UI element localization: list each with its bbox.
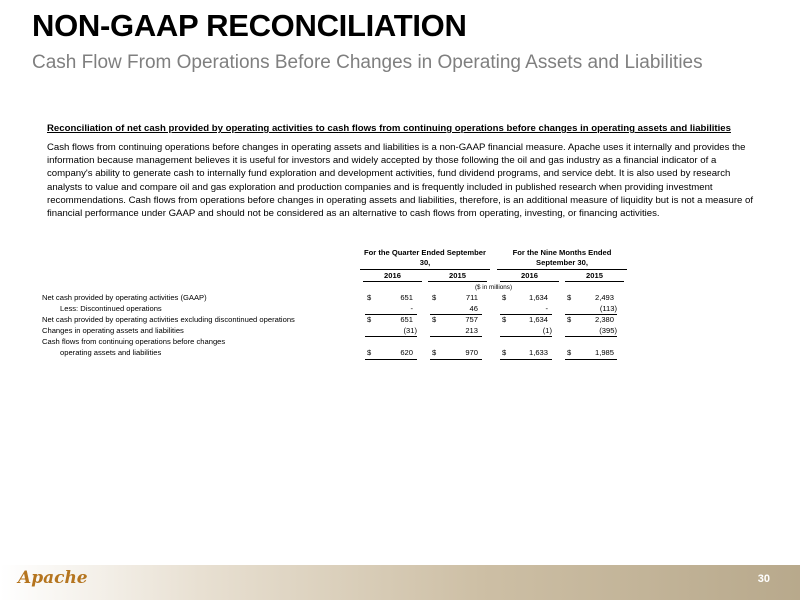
cell: 970: [465, 348, 478, 357]
cell: $: [502, 315, 507, 324]
page-number: 30: [757, 573, 770, 585]
intro-heading: Reconciliation of net cash provided by operating activities to cash flows from continuing operations before changes in operating assets and liabilities: [47, 123, 731, 134]
footer-bar: [0, 565, 800, 600]
cell: $: [367, 348, 372, 357]
cell: $: [502, 348, 507, 357]
intro-body: Cash flows from continuing operations before changes in operating assets and liabilities is a non-GAAP financial measure. Apache uses it internally and provides the information because management believes it is useful for investors and widely accepted by those following the oil and gas industry as a financial indicator of a company's ability to generate cash to internally fund exploration and development activities, fund dividend programs, and service debt. It is also used by research analysts to value and compare oil and gas exploration and production companies and is frequently included in published research when providing investment recommendations. Cash flows from operations before changes in operating assets and liabilities, therefore, is an additional measure of liquidity but is not a measure of financial performance under GAAP and should not be considered as an alternative to cash flows from operating, investing, or financing activities.: [47, 142, 754, 220]
cell: -: [410, 304, 413, 313]
row-label: Net cash provided by operating activities (GAAP): [42, 293, 207, 302]
sum-line: [365, 336, 417, 337]
row-label: Changes in operating assets and liabilities: [42, 326, 184, 335]
cell: $: [367, 293, 372, 302]
cell: 620: [400, 348, 413, 357]
cell: $: [432, 293, 437, 302]
cell: 1,633: [528, 348, 548, 357]
cell: 1,634: [528, 315, 548, 324]
year-q-2016: 2016: [384, 271, 401, 280]
cell: 1,985: [594, 348, 614, 357]
cell: $: [567, 293, 572, 302]
year-n-2016: 2016: [521, 271, 538, 280]
total-line: [365, 359, 417, 360]
page-title: NON-GAAP RECONCILIATION: [32, 8, 467, 43]
cell: (1): [542, 326, 552, 335]
cell: 651: [400, 315, 413, 324]
sum-line: [500, 336, 552, 337]
cell: 2,380: [594, 315, 614, 324]
cell: 213: [465, 326, 478, 335]
total-line: [500, 359, 552, 360]
cell: (113): [599, 304, 617, 313]
year-underline-3: [500, 281, 559, 282]
total-line: [430, 359, 482, 360]
cell: 711: [465, 293, 478, 302]
header-nine-months: For the Nine Months Ended September 30,: [512, 248, 612, 267]
cell: $: [432, 315, 437, 324]
units-label: ($ in millions): [474, 284, 513, 291]
year-underline-4: [565, 281, 624, 282]
row-label: operating assets and liabilities: [60, 348, 162, 357]
cell: (395): [599, 326, 617, 335]
cell: $: [567, 348, 572, 357]
cell: 651: [400, 293, 413, 302]
row-label: Less: Discontinued operations: [60, 304, 162, 313]
cell: 1,634: [528, 293, 548, 302]
cell: $: [367, 315, 372, 324]
page-subtitle: Cash Flow From Operations Before Changes in Operating Assets and Liabilities: [32, 52, 703, 73]
year-n-2015: 2015: [586, 271, 603, 280]
group-underline-1: [360, 269, 490, 270]
cell: (31): [403, 326, 417, 335]
cell: $: [432, 348, 437, 357]
sum-line: [565, 336, 617, 337]
row-label: Cash flows from continuing operations before changes: [42, 337, 226, 346]
cell: 46: [469, 304, 478, 313]
header-quarter: For the Quarter Ended September 30,: [364, 248, 486, 267]
group-underline-2: [497, 269, 627, 270]
cell: 2,493: [594, 293, 614, 302]
cell: -: [545, 304, 548, 313]
cell: $: [502, 293, 507, 302]
sum-line: [430, 336, 482, 337]
year-underline-2: [428, 281, 487, 282]
apache-logo: Apache: [18, 568, 88, 588]
row-label: Net cash provided by operating activities excluding discontinued operations: [42, 315, 295, 324]
year-underline-1: [363, 281, 422, 282]
cell: $: [567, 315, 572, 324]
cell: 757: [465, 315, 478, 324]
year-q-2015: 2015: [449, 271, 466, 280]
total-line: [565, 359, 617, 360]
